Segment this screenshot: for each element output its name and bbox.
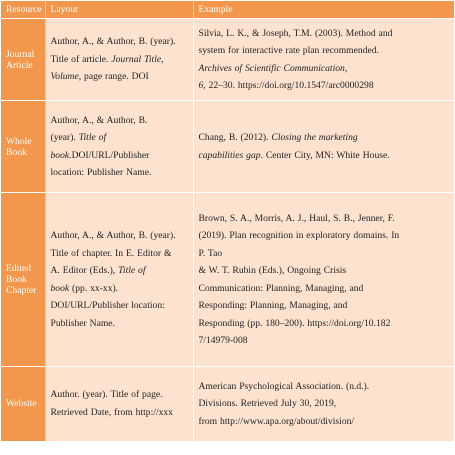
header-resource: Resource xyxy=(1,1,45,19)
text-run: 7/14979-008 xyxy=(198,335,248,346)
text-line xyxy=(51,164,188,182)
text-run: Author, A., & Author, B. (year). xyxy=(50,230,176,241)
italic-text-run: book xyxy=(50,282,70,294)
text-line xyxy=(51,147,188,165)
text-line xyxy=(199,297,450,315)
text-line xyxy=(51,315,188,333)
italic-text-run: Closing the marketing xyxy=(271,132,358,143)
text-line xyxy=(51,51,188,69)
italic-text-run: capabilities gap xyxy=(198,149,261,161)
apa-reference-table xyxy=(1,1,454,441)
resource-label-line: Edited xyxy=(6,263,32,274)
text-line xyxy=(199,227,450,245)
header-example: Example xyxy=(193,1,454,19)
text-line xyxy=(51,297,188,315)
text-line xyxy=(51,68,188,86)
text-run: Divisions. Retrieved July 30, 2019, xyxy=(198,398,337,409)
text-line xyxy=(51,245,188,263)
text-run: page range. DOI xyxy=(81,71,149,83)
layout-cell xyxy=(45,367,193,441)
text-run: Publisher Name. xyxy=(50,317,115,329)
text-line xyxy=(199,332,450,350)
text-line xyxy=(199,210,450,228)
text-run: . Center City, MN: White House. xyxy=(260,149,390,161)
text-line xyxy=(51,404,188,422)
example-cell xyxy=(193,19,454,101)
resource-cell xyxy=(1,19,45,101)
italic-text-run: 6, xyxy=(198,80,206,91)
text-line xyxy=(51,227,188,245)
text-line xyxy=(51,280,188,298)
resource-label-line: Article xyxy=(6,59,33,71)
text-line xyxy=(51,262,188,280)
resource-label-line: Website xyxy=(6,398,37,410)
text-run: A. Editor (Eds.), xyxy=(50,265,119,276)
italic-text-run: book. xyxy=(50,149,72,161)
text-run: (year). xyxy=(50,132,79,143)
example-cell xyxy=(193,367,454,441)
header-layout: Layout xyxy=(45,1,193,19)
text-run: 22–30. https://doi.org/10.1547/arc0000298 xyxy=(205,80,374,91)
text-run: Author, A., & Author, B. xyxy=(50,114,148,126)
text-run: Author. (year). Title of page. xyxy=(50,389,163,401)
italic-text-run: Title of xyxy=(78,132,107,143)
text-run: Brown, S. A., Morris, A. J., Haul, S. B., Jenner, F. xyxy=(198,212,395,224)
italic-text-run: Title of xyxy=(118,265,146,276)
apa-reference-table-container xyxy=(1,1,454,454)
text-line xyxy=(51,386,188,404)
text-line xyxy=(199,147,450,165)
text-line xyxy=(199,315,450,333)
table-body xyxy=(1,19,454,441)
text-run: (pp. xx-xx). xyxy=(69,282,119,294)
text-line xyxy=(199,77,450,95)
text-line xyxy=(199,262,450,280)
text-run: Title of article. xyxy=(50,53,112,65)
text-line xyxy=(199,25,450,43)
text-line xyxy=(51,129,188,147)
text-line xyxy=(199,280,450,298)
layout-cell xyxy=(45,101,193,193)
text-run: location: Publisher Name. xyxy=(50,167,152,178)
resource-label-line: Chapter xyxy=(6,285,37,296)
table-header-row xyxy=(1,1,454,19)
text-line xyxy=(199,60,450,78)
resource-cell xyxy=(1,367,45,441)
text-run: Communication: Planning, Managing, and xyxy=(198,282,364,294)
layout-cell xyxy=(45,193,193,367)
text-line xyxy=(51,33,188,51)
resource-label-line: Journal xyxy=(6,48,35,60)
table-row-website xyxy=(1,367,454,441)
text-line xyxy=(199,378,450,396)
text-run: P. Tao xyxy=(198,247,223,259)
table-row-edited-book-chapter xyxy=(1,193,454,367)
text-line xyxy=(199,413,450,431)
table-row-journal-article xyxy=(1,19,454,101)
layout-cell xyxy=(45,19,193,101)
example-cell xyxy=(193,193,454,367)
text-run: DOI/URL/Publisher location: xyxy=(50,300,165,311)
text-run: system for interactive rate plan recommended. xyxy=(198,45,379,56)
text-line xyxy=(199,129,450,147)
text-run: (2019). Plan recognition in exploratory domains. In xyxy=(198,230,400,241)
text-line xyxy=(199,245,450,263)
text-line xyxy=(199,395,450,413)
resource-cell xyxy=(1,193,45,367)
italic-text-run: Volume, xyxy=(50,71,82,83)
text-run: Retrieved Date, from http://xxx xyxy=(50,406,173,418)
text-run: Responding: Planning, Managing, and xyxy=(198,300,348,311)
text-line xyxy=(51,112,188,130)
text-run: & W. T. Rubin (Eds.), Ongoing Crisis xyxy=(198,265,347,276)
resource-label-line: Whole xyxy=(6,135,32,147)
text-line xyxy=(199,42,450,60)
example-cell xyxy=(193,101,454,193)
resource-label-line: Book xyxy=(6,274,27,285)
text-run: Responding (pp. 180–200). https://doi.org/10.182 xyxy=(198,317,391,329)
text-run: Author, A., & Author, B. (year). xyxy=(50,36,176,48)
text-run: from http://www.apa.org/about/division/ xyxy=(198,415,355,427)
italic-text-run: Archives of Scientific Communication, xyxy=(198,62,348,74)
text-run: American Psychological Association. (n.d.). xyxy=(198,380,370,392)
table-row-whole-book xyxy=(1,101,454,193)
text-run: DOI/URL/Publisher xyxy=(71,149,150,161)
text-run: Silvia, L. K., & Joseph, T.M. (2003). Method and xyxy=(198,27,393,39)
italic-text-run: Journal Title, xyxy=(111,53,164,65)
text-run: Title of chapter. In E. Editor & xyxy=(50,247,172,259)
text-run: Chang, B. (2012). xyxy=(198,132,272,143)
resource-cell xyxy=(1,101,45,193)
resource-label-line: Book xyxy=(6,146,27,158)
